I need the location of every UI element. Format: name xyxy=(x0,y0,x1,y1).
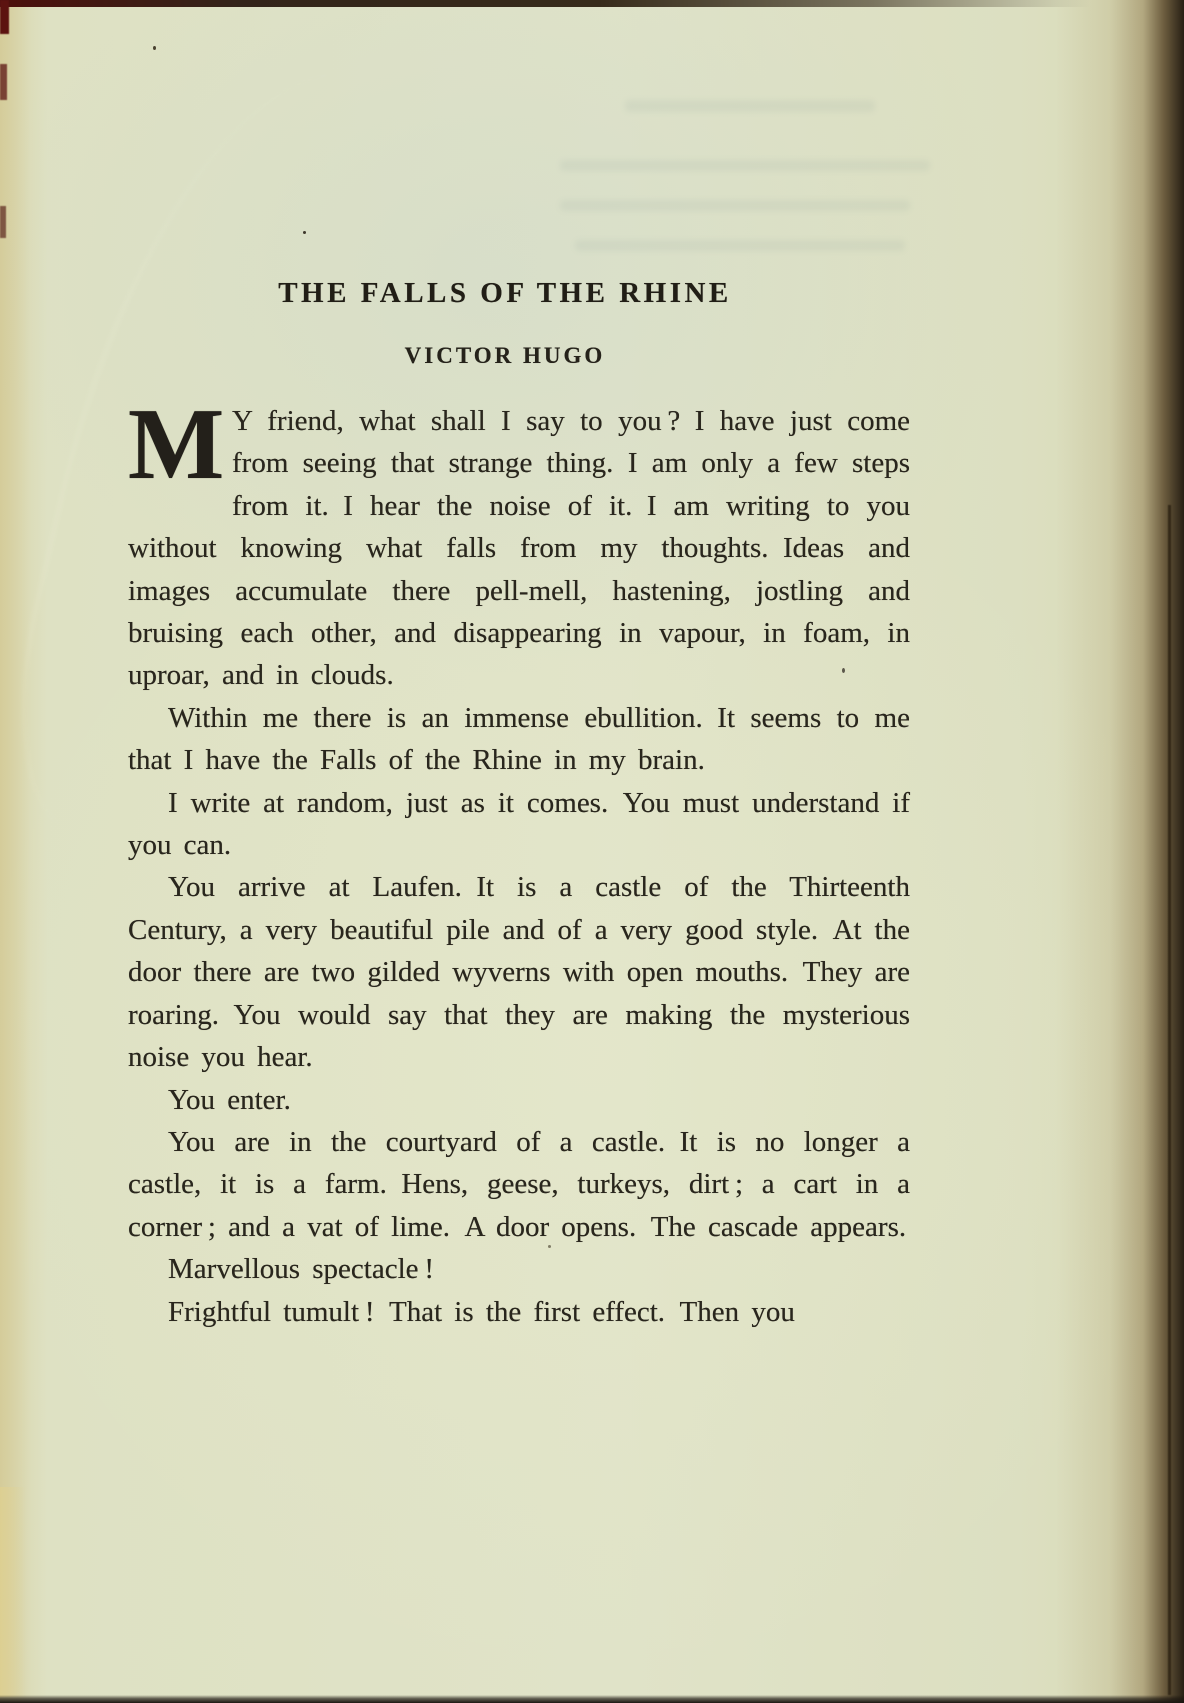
show-through-text xyxy=(560,160,930,171)
paragraph xyxy=(128,388,910,697)
paragraph-text: Y friend, what shall I say to you ? I have just come from seeing that strange thing. I am only a few steps from it. I hear the noise of it. I am writing to you without knowing what falls from my thoughts. Ideas and images accumulate there pell-mell, hastening, jostling and bruising each other, and disappearing in vapour, in foam, in uproar, and in clouds. xyxy=(128,405,910,692)
binding-mark xyxy=(0,206,6,238)
body-text-column xyxy=(128,388,910,1333)
show-through-text xyxy=(625,100,875,112)
dust-speck xyxy=(303,231,306,234)
author-byline: VICTOR HUGO xyxy=(404,343,606,368)
page-gutter-shading xyxy=(0,0,30,1703)
binding-mark xyxy=(0,64,7,100)
show-through-text xyxy=(560,200,910,211)
book-edge-bottom xyxy=(0,1695,1184,1703)
paragraph: Frightful tumult ! That is the first effect. Then you xyxy=(168,1295,795,1328)
book-edge-right xyxy=(1056,0,1184,1703)
drop-cap-initial: M xyxy=(128,388,225,501)
binding-mark xyxy=(0,0,9,34)
paragraph: You enter. xyxy=(168,1083,291,1116)
show-through-text xyxy=(575,240,905,251)
paragraph: Within me there is an immense ebullition. It seems to me that I have the Falls of the Rhine in my brain. xyxy=(128,701,910,777)
page-corner-highlight xyxy=(0,1487,26,1697)
chapter-title: THE FALLS OF THE RHINE xyxy=(278,277,732,309)
book-edge-top xyxy=(0,0,1090,7)
paragraph: I write at random, just as it comes. You must understand if you can. xyxy=(128,786,910,862)
paragraph: Marvellous spectacle ! xyxy=(168,1253,434,1286)
paragraph: You arrive at Laufen. It is a castle of the Thirteenth Century, a very beautiful pile and of a very good style. At the door there are two gilded wyverns with open mouths. They are roaring. You would say that they are making the mysterious noise you hear. xyxy=(128,871,910,1074)
page-edge-line xyxy=(1168,505,1171,1695)
paragraph: You are in the courtyard of a castle. It is no longer a castle, it is a farm. Hens, geese, turkeys, dirt ; a cart in a corner ; and a vat of lime. A door opens. The cascade appears. xyxy=(128,1125,910,1243)
dust-speck xyxy=(153,46,156,50)
